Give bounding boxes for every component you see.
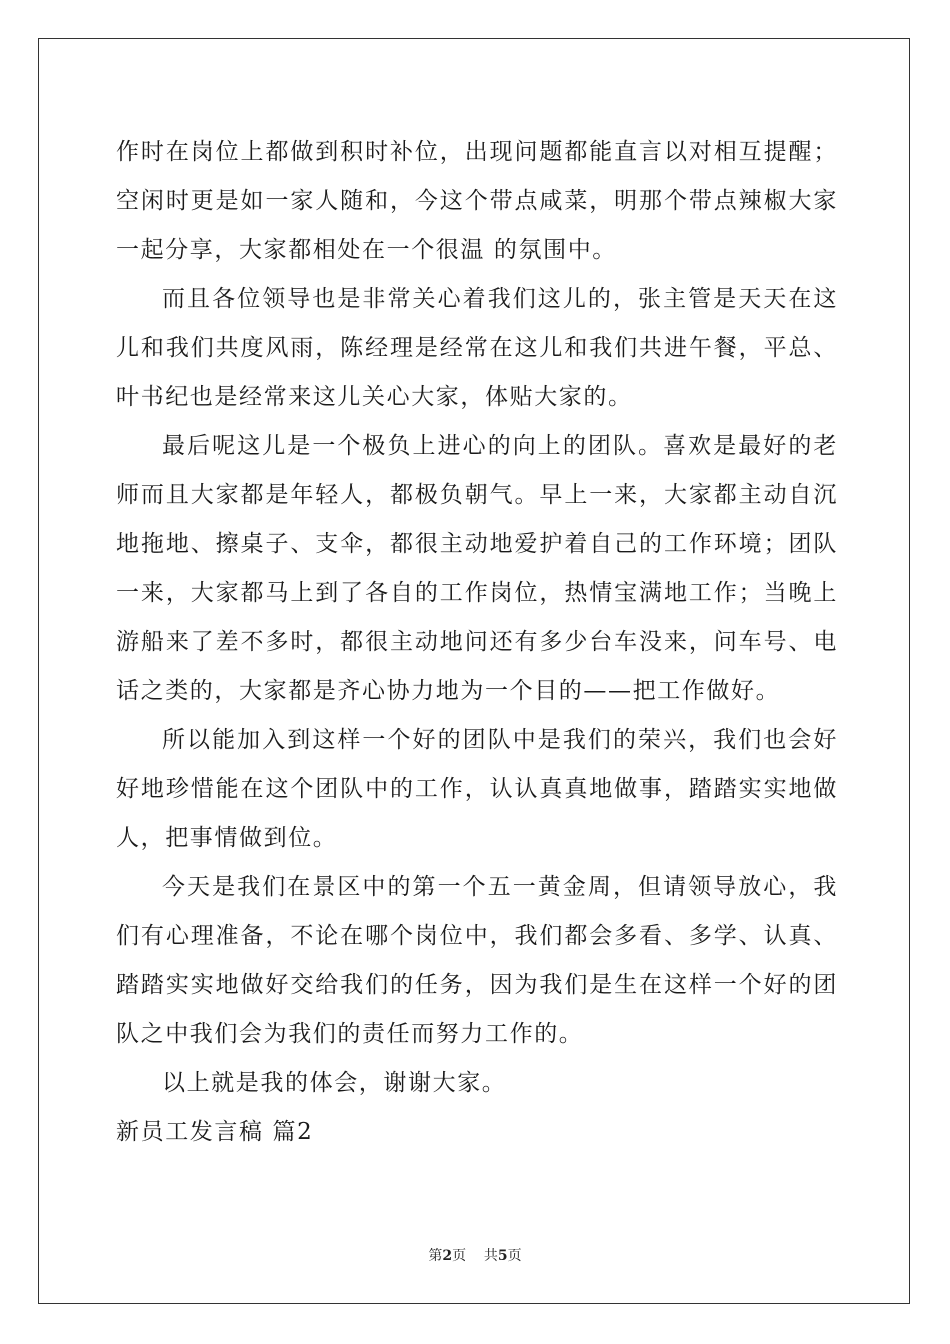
paragraph: 而且各位领导也是非常关心着我们这儿的，张主管是天天在这儿和我们共度风雨，陈经理是经常在这儿和我们共进午餐，平总、叶书纪也是经常来这儿关心大家，体贴大家的。 <box>116 286 838 410</box>
section-heading: 新员工发言稿 篇2 <box>116 1119 314 1145</box>
page-number: 2 <box>442 1248 453 1264</box>
page-footer <box>0 1246 950 1266</box>
page-prefix: 第 <box>428 1248 443 1264</box>
total-pages: 5 <box>497 1248 508 1264</box>
paragraph-continued: 作时在岗位上都做到积时补位，出现问题都能直言以对相互提醒；空闲时更是如一家人随和，今这个带点咸菜，明那个带点辣椒大家一起分享，大家都相处在一个很温 的氛围中。 <box>116 139 838 263</box>
paragraph: 最后呢这儿是一个极负上进心的向上的团队。喜欢是最好的老师而且大家都是年轻人，都极负朝气。早上一来，大家都主动自沉地拖地、擦桌子、支伞，都很主动地爱护着自己的工作环境；团队一来，大家都马上到了各自的工作岗位，热情宝满地工作；当晚上游船来了差不多时，都很主动地问还有多少台车没来，问车号、电话之类的，大家都是齐心协力地为一个目的——把工作做好。 <box>116 433 838 704</box>
document-body <box>116 128 838 1157</box>
page-suffix: 页 <box>452 1248 467 1264</box>
paragraph: 所以能加入到这样一个好的团队中是我们的荣兴，我们也会好好地珍惜能在这个团队中的工作，认认真真地做事，踏踏实实地做人，把事情做到位。 <box>116 727 838 851</box>
total-suffix: 页 <box>507 1248 522 1264</box>
total-prefix: 共 <box>483 1248 498 1264</box>
paragraph-closing: 以上就是我的体会，谢谢大家。 <box>162 1070 507 1096</box>
paragraph: 今天是我们在景区中的第一个五一黄金周，但请领导放心，我们有心理准备，不论在哪个岗位中，我们都会多看、多学、认真、踏踏实实地做好交给我们的任务，因为我们是生在这样一个好的团队之中我们会为我们的责任而努力工作的。 <box>116 874 838 1047</box>
